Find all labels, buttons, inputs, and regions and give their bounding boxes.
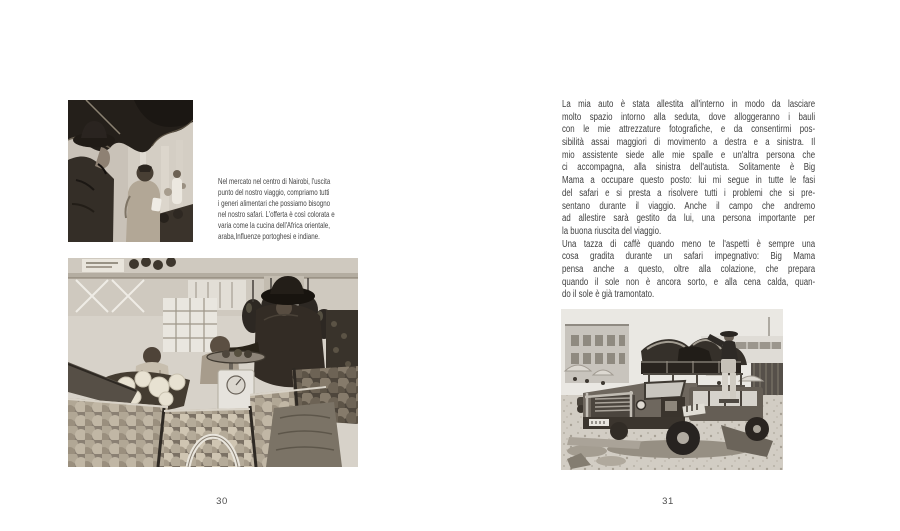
body-line: Mama a occupare questo posto: lui mi segue in tutte le fasi — [562, 175, 816, 187]
market-portrait-photo — [68, 100, 193, 242]
caption-line: i generi alimentari che possiamo bisogno — [218, 198, 331, 209]
body-line: del safari e si presta a risolvere tutti i problemi che si pre- — [562, 187, 816, 199]
caption-line: Nel mercato nel centro di Nairobi, l'uscita — [218, 176, 331, 186]
body-line: quando il sole non è ancora sorto, e alla cena calda, quan- — [562, 276, 816, 288]
produce-market-photo — [68, 258, 358, 467]
body-line: do il sole è già tramontato. — [562, 289, 655, 301]
body-line: pensa anche a questo, oltre alla colazione, che prepara — [562, 263, 816, 275]
body-line: ad allestire sarà gestito da lui, una persona importante per — [562, 213, 816, 225]
body-line: sibilità assai maggiori di movimento a destra e a sinistra. Il — [562, 137, 816, 149]
body-text — [562, 99, 815, 302]
caption-line: araba,Influenze portoghesi e indiane. — [218, 231, 320, 242]
body-line: la buona riuscita del viaggio. — [562, 225, 662, 237]
safari-truck-photo — [561, 309, 783, 470]
body-line: con le mie attrezzature fotografiche, e da consentirmi pos- — [562, 124, 816, 136]
page-number-left: 30 — [216, 496, 228, 507]
caption-line: punto del nostro viaggio, compriamo tutti — [218, 187, 330, 198]
body-line: sentano durante il viaggio. Anche il campo che andremo — [562, 200, 816, 212]
body-line: cosa gradita durante un safari impegnativo: Big Mama — [562, 251, 816, 263]
body-line: molto spazio intorno alla seduta, dove alloggeranno i bauli — [562, 111, 816, 123]
page-number-right: 31 — [662, 496, 674, 507]
photo-caption — [218, 176, 369, 243]
body-line: La mia auto è stata allestita all'interno in modo da lasciare — [562, 99, 816, 110]
caption-line: varia come la cucina dell'Africa orientale, — [218, 220, 330, 231]
body-line: ci accompagna, alla sinistra dell'autista. Solitamente è Big — [562, 162, 816, 174]
caption-line: nel nostro safari. L'offerta è così colorata e — [218, 209, 335, 220]
body-line: mio assistente siede alle mie spalle e un'altra persona che — [562, 149, 816, 161]
body-line: Una tazza di caffè quando meno te l'aspetti è sempre una — [562, 238, 816, 250]
